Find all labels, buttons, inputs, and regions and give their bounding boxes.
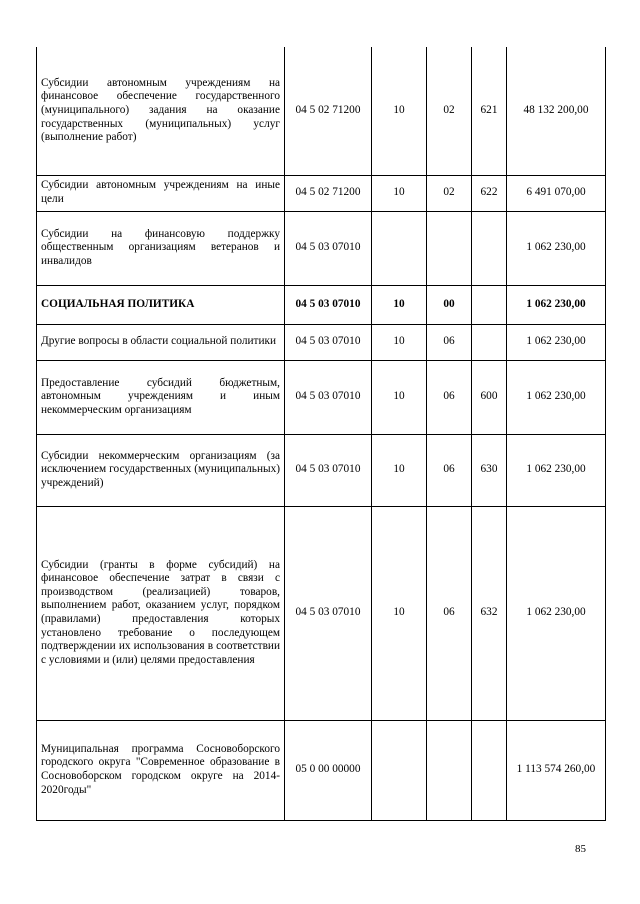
- table-row: [37, 175, 606, 211]
- cell-expense-type: [472, 285, 507, 324]
- cell-expense-type: 621: [472, 47, 507, 175]
- cell-subsection: 00: [427, 285, 472, 324]
- cell-amount: 1 062 230,00: [507, 506, 606, 720]
- cell-subsection: [427, 720, 472, 820]
- cell-section: [372, 720, 427, 820]
- cell-target-article: 04 5 03 07010: [285, 506, 372, 720]
- budget-table: [36, 47, 606, 821]
- cell-name: Субсидии некоммерческим организациям (за исключением государственных (муниципальных) учреждений): [37, 434, 285, 506]
- cell-section: 10: [372, 360, 427, 434]
- cell-name: СОЦИАЛЬНАЯ ПОЛИТИКА: [37, 285, 285, 324]
- cell-expense-type: [472, 324, 507, 360]
- cell-subsection: [427, 211, 472, 285]
- cell-expense-type: 630: [472, 434, 507, 506]
- cell-expense-type: [472, 211, 507, 285]
- cell-amount: 1 062 230,00: [507, 434, 606, 506]
- cell-subsection: 02: [427, 175, 472, 211]
- cell-subsection: 02: [427, 47, 472, 175]
- table-row: [37, 720, 606, 820]
- cell-name: Субсидии на финансовую поддержку общественным организациям ветеранов и инвалидов: [37, 211, 285, 285]
- cell-expense-type: 600: [472, 360, 507, 434]
- cell-section: 10: [372, 175, 427, 211]
- cell-target-article: 04 5 03 07010: [285, 285, 372, 324]
- cell-section: 10: [372, 324, 427, 360]
- cell-name: Субсидии автономным учреждениям на финансовое обеспечение государственного (муниципального) задания на оказание государственных (муниципальных) услуг (выполнение работ): [37, 47, 285, 175]
- cell-amount: 1 062 230,00: [507, 360, 606, 434]
- cell-target-article: 04 5 03 07010: [285, 360, 372, 434]
- cell-amount: 1 062 230,00: [507, 285, 606, 324]
- cell-expense-type: [472, 720, 507, 820]
- cell-section: 10: [372, 47, 427, 175]
- cell-name: Предоставление субсидий бюджетным, автономным учреждениям и иным некоммерческим организациям: [37, 360, 285, 434]
- cell-amount: 1 062 230,00: [507, 211, 606, 285]
- table-row: [37, 360, 606, 434]
- cell-section: [372, 211, 427, 285]
- table-row: [37, 285, 606, 324]
- cell-name: Субсидии (гранты в форме субсидий) на финансовое обеспечение затрат в связи с производством (реализацией) товаров, выполнением работ, оказанием услуг, порядком (правилами) предоставления которых установлено требование о последующем подтверждении их использования в соответствии с условиями и (или) целями предоставления: [37, 506, 285, 720]
- cell-subsection: 06: [427, 324, 472, 360]
- cell-name: Субсидии автономным учреждениям на иные цели: [37, 175, 285, 211]
- cell-expense-type: 632: [472, 506, 507, 720]
- cell-target-article: 04 5 02 71200: [285, 47, 372, 175]
- cell-section: 10: [372, 285, 427, 324]
- cell-section: 10: [372, 434, 427, 506]
- budget-table-body: [37, 47, 606, 820]
- table-row: [37, 47, 606, 175]
- cell-section: 10: [372, 506, 427, 720]
- cell-subsection: 06: [427, 506, 472, 720]
- table-row: [37, 434, 606, 506]
- cell-target-article: 04 5 03 07010: [285, 324, 372, 360]
- cell-subsection: 06: [427, 434, 472, 506]
- cell-amount: 48 132 200,00: [507, 47, 606, 175]
- cell-amount: 6 491 070,00: [507, 175, 606, 211]
- cell-name: Муниципальная программа Сосновоборского городского округа "Современное образование в Сосновоборском городском округе на 2014-2020годы": [37, 720, 285, 820]
- table-row: [37, 324, 606, 360]
- page-number: 85: [575, 843, 586, 855]
- cell-name: Другие вопросы в области социальной политики: [37, 324, 285, 360]
- cell-target-article: 05 0 00 00000: [285, 720, 372, 820]
- table-row: [37, 211, 606, 285]
- cell-target-article: 04 5 02 71200: [285, 175, 372, 211]
- cell-expense-type: 622: [472, 175, 507, 211]
- cell-target-article: 04 5 03 07010: [285, 434, 372, 506]
- cell-amount: 1 113 574 260,00: [507, 720, 606, 820]
- table-row: [37, 506, 606, 720]
- cell-target-article: 04 5 03 07010: [285, 211, 372, 285]
- cell-amount: 1 062 230,00: [507, 324, 606, 360]
- cell-subsection: 06: [427, 360, 472, 434]
